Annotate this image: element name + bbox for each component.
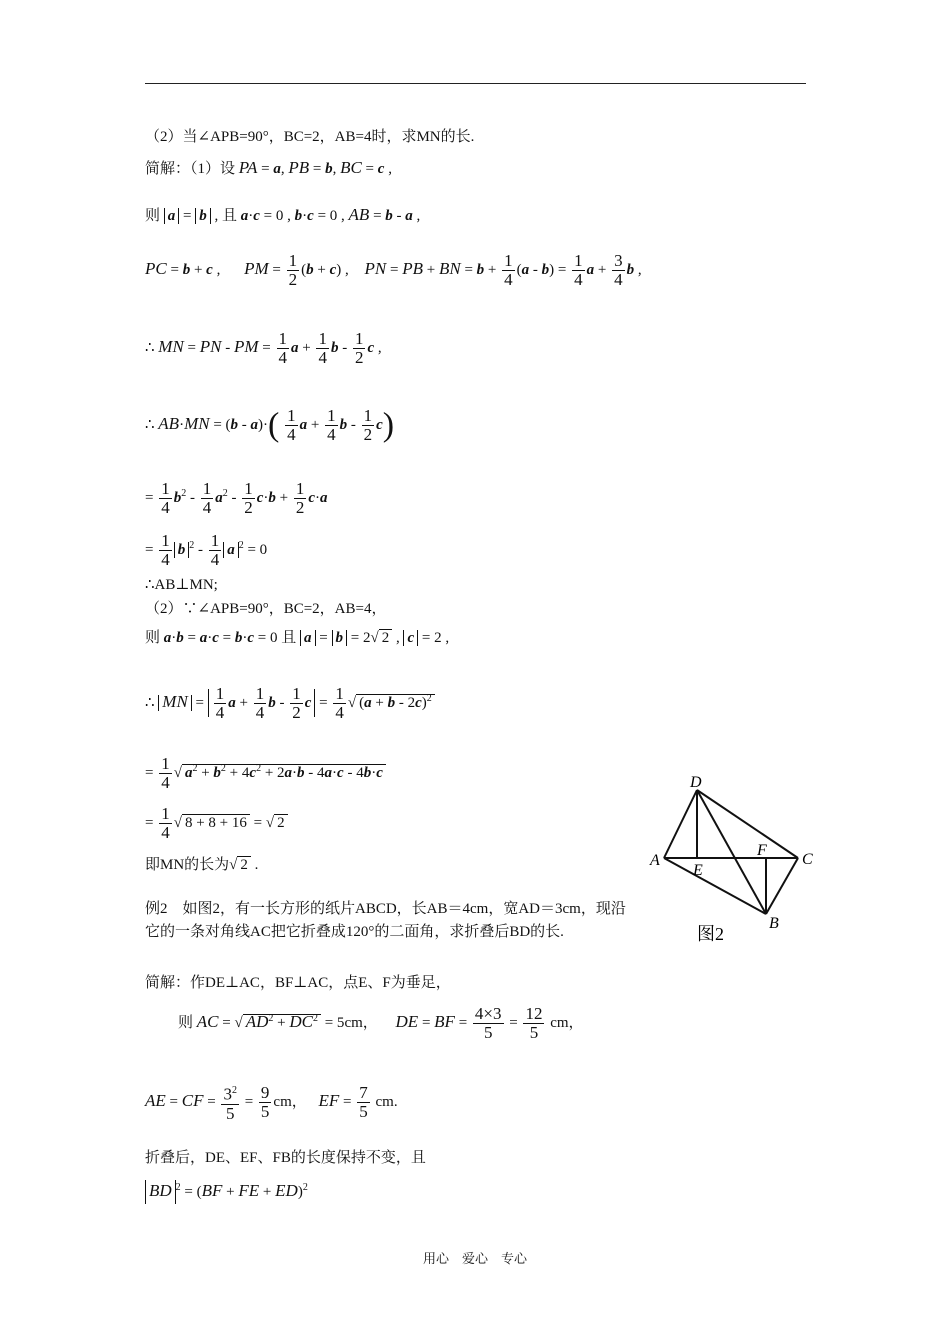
formula-mn: ∴ MN = PN - PM = $\frac{1}{4}$ a + $\frac{1}{4}$ b - $\frac{1}{2}$ c , — [145, 329, 382, 367]
example2-text: 例2 如图2，有一长方形的纸片ABCD，长AB＝4cm，宽AD＝3cm，现沿它的一条对角线AC把它折叠成120°的二面角，求折叠后BD的长. — [145, 901, 626, 940]
formula-abs-ab: 则 a = b , 且 a·c = 0 , b·c = 0 , AB = b - a , — [145, 205, 421, 224]
formula-ac-de: 则 AC = √ $AD^2 + DC^2 = 5cm$， DE = BF = $\frac{4\times 3}{5}$ = $\frac{12}{5}$ cm， — [178, 1004, 584, 1042]
label-d: D — [690, 775, 702, 791]
formula-ae-ef: AE = CF = $\frac{3^2}{5}$ = $\frac{9}{5}$ cm， EF = $\frac{7}{5}$ cm. — [145, 1082, 398, 1123]
example2-solution: 简解：作DE⊥AC，BF⊥AC，点E、F为垂足， — [145, 975, 451, 991]
figure-2 — [640, 775, 830, 960]
conclusion-perpendicular: ∴AB⊥MN; — [145, 577, 218, 593]
fold-text: 折叠后，DE、EF、FB的长度保持不变，且 — [145, 1150, 426, 1166]
formula-abs-mn: ∴ MN = $\frac{1}{4}$ a + $\frac{1}{4}$ b - $\frac{1}{2}$ c = $\frac{1}{4}$ √ $(a + b - 2c)^2$ — [145, 685, 435, 722]
formula-zero: = $\frac{1}{4}$ b $^2$ - $\frac{1}{4}$ a $^2$ = 0 — [145, 531, 268, 569]
part2-question: （2）当∠APB=90°，BC=2，AB=4时，求MN的长. — [145, 129, 475, 145]
header-rule — [145, 83, 806, 84]
formula-pc-pm-pn: PC = b + c , PM = $\frac{1}{2}$ (b + c) , PN = PB + BN = b + $\frac{1}{4}$ (a - b) = $\frac{1}{4}$ a + $\frac{3}{4}$ b , — [145, 251, 642, 289]
formula-sqrt-expand: = $\frac{1}{4}$ √ $a^2 + b^2 + 4c^2 + 2a\cdot b - 4a\cdot c - 4b\cdot c$ — [145, 755, 386, 792]
formula-ab-dot-mn: ∴ AB·MN = (b - a)·( $\frac{1}{4}$ a + $\frac{1}{4}$ b - $\frac{1}{2}$ c) — [145, 406, 395, 444]
label-b: B — [769, 915, 779, 932]
label-f: F — [757, 842, 767, 859]
solution-setup: 简解：（1）设 PA = a, PB = b, BC = c , — [145, 158, 392, 177]
formula-expand: = $\frac{1}{4}$ $b^2$ - $\frac{1}{4}$ $a^2$ - $\frac{1}{2}$ c·b + $\frac{1}{2}$ c·a — [145, 479, 328, 517]
label-e: E — [693, 862, 703, 879]
page-footer: 用心 爱心 专心 — [422, 1251, 527, 1266]
formula-dot-zero: 则 a·b = a·c = b·c = 0 且 a = b = 2√ 2 , c = 2 , — [145, 630, 450, 646]
figure-caption: 图2 — [697, 924, 724, 944]
part2-given: （2）∵∠APB=90°，BC=2，AB=4， — [145, 601, 387, 617]
label-a: A — [650, 852, 660, 869]
solution-label: 简解：（1）设 — [145, 161, 236, 177]
formula-bd-squared: BD $^2$ = (BF + FE + ED)$^2$ — [145, 1178, 308, 1202]
label-c: C — [802, 851, 813, 868]
formula-sqrt-result: = $\frac{1}{4}$ √ 8 + 8 + 16 = √ 2 — [145, 805, 288, 842]
mn-result: 即MN的长为√ 2 . — [145, 857, 259, 873]
